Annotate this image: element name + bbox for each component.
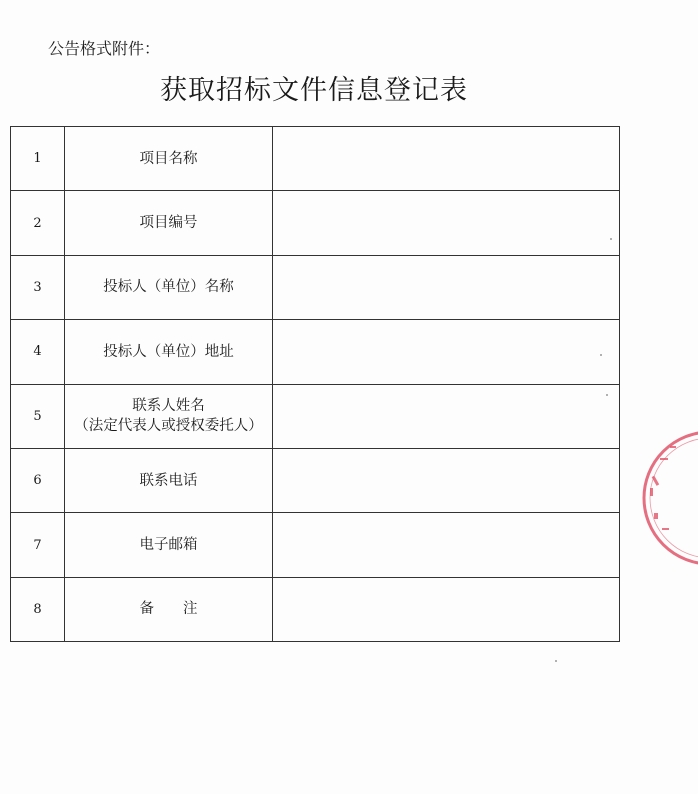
row-number: 2 bbox=[11, 191, 65, 255]
field-value-bidder-name[interactable] bbox=[273, 255, 620, 319]
row-number: 5 bbox=[11, 384, 65, 448]
table-row bbox=[11, 384, 620, 448]
row-number: 7 bbox=[11, 513, 65, 577]
field-value-project-name[interactable] bbox=[273, 127, 620, 191]
row-number: 3 bbox=[11, 255, 65, 319]
contact-name-label: 联系人姓名 bbox=[132, 398, 205, 415]
field-value-phone[interactable] bbox=[273, 448, 620, 512]
red-seal-stamp bbox=[640, 428, 698, 568]
field-value-remarks[interactable] bbox=[273, 577, 620, 641]
field-label-project-name: 项目名称 bbox=[65, 127, 273, 191]
row-number: 8 bbox=[11, 577, 65, 641]
row-number: 4 bbox=[11, 320, 65, 384]
scan-speck bbox=[555, 660, 557, 662]
scan-speck bbox=[610, 238, 612, 240]
row-number: 6 bbox=[11, 448, 65, 512]
field-value-email[interactable] bbox=[273, 513, 620, 577]
attachment-label: 公告格式附件： bbox=[48, 39, 161, 58]
field-label-phone: 联系电话 bbox=[65, 448, 273, 512]
field-label-contact-name bbox=[65, 384, 273, 448]
table-row bbox=[11, 191, 620, 255]
field-value-project-number[interactable] bbox=[273, 191, 620, 255]
table-row bbox=[11, 320, 620, 384]
field-value-contact-name[interactable] bbox=[273, 384, 620, 448]
scan-speck bbox=[606, 394, 608, 396]
scan-speck bbox=[600, 354, 602, 356]
table-row bbox=[11, 127, 620, 191]
table-row bbox=[11, 577, 620, 641]
field-label-project-number: 项目编号 bbox=[65, 191, 273, 255]
table-row bbox=[11, 513, 620, 577]
field-label-remarks: 备 注 bbox=[65, 577, 273, 641]
table-row bbox=[11, 448, 620, 512]
table-row bbox=[11, 255, 620, 319]
document-title: 获取招标文件信息登记表 bbox=[160, 75, 468, 106]
field-label-bidder-name: 投标人（单位）名称 bbox=[65, 255, 273, 319]
field-label-bidder-address: 投标人（单位）地址 bbox=[65, 320, 273, 384]
registration-table bbox=[10, 126, 620, 642]
contact-name-sublabel: （法定代表人或授权委托人） bbox=[74, 418, 263, 435]
field-value-bidder-address[interactable] bbox=[273, 320, 620, 384]
row-number: 1 bbox=[11, 127, 65, 191]
field-label-email: 电子邮箱 bbox=[65, 513, 273, 577]
